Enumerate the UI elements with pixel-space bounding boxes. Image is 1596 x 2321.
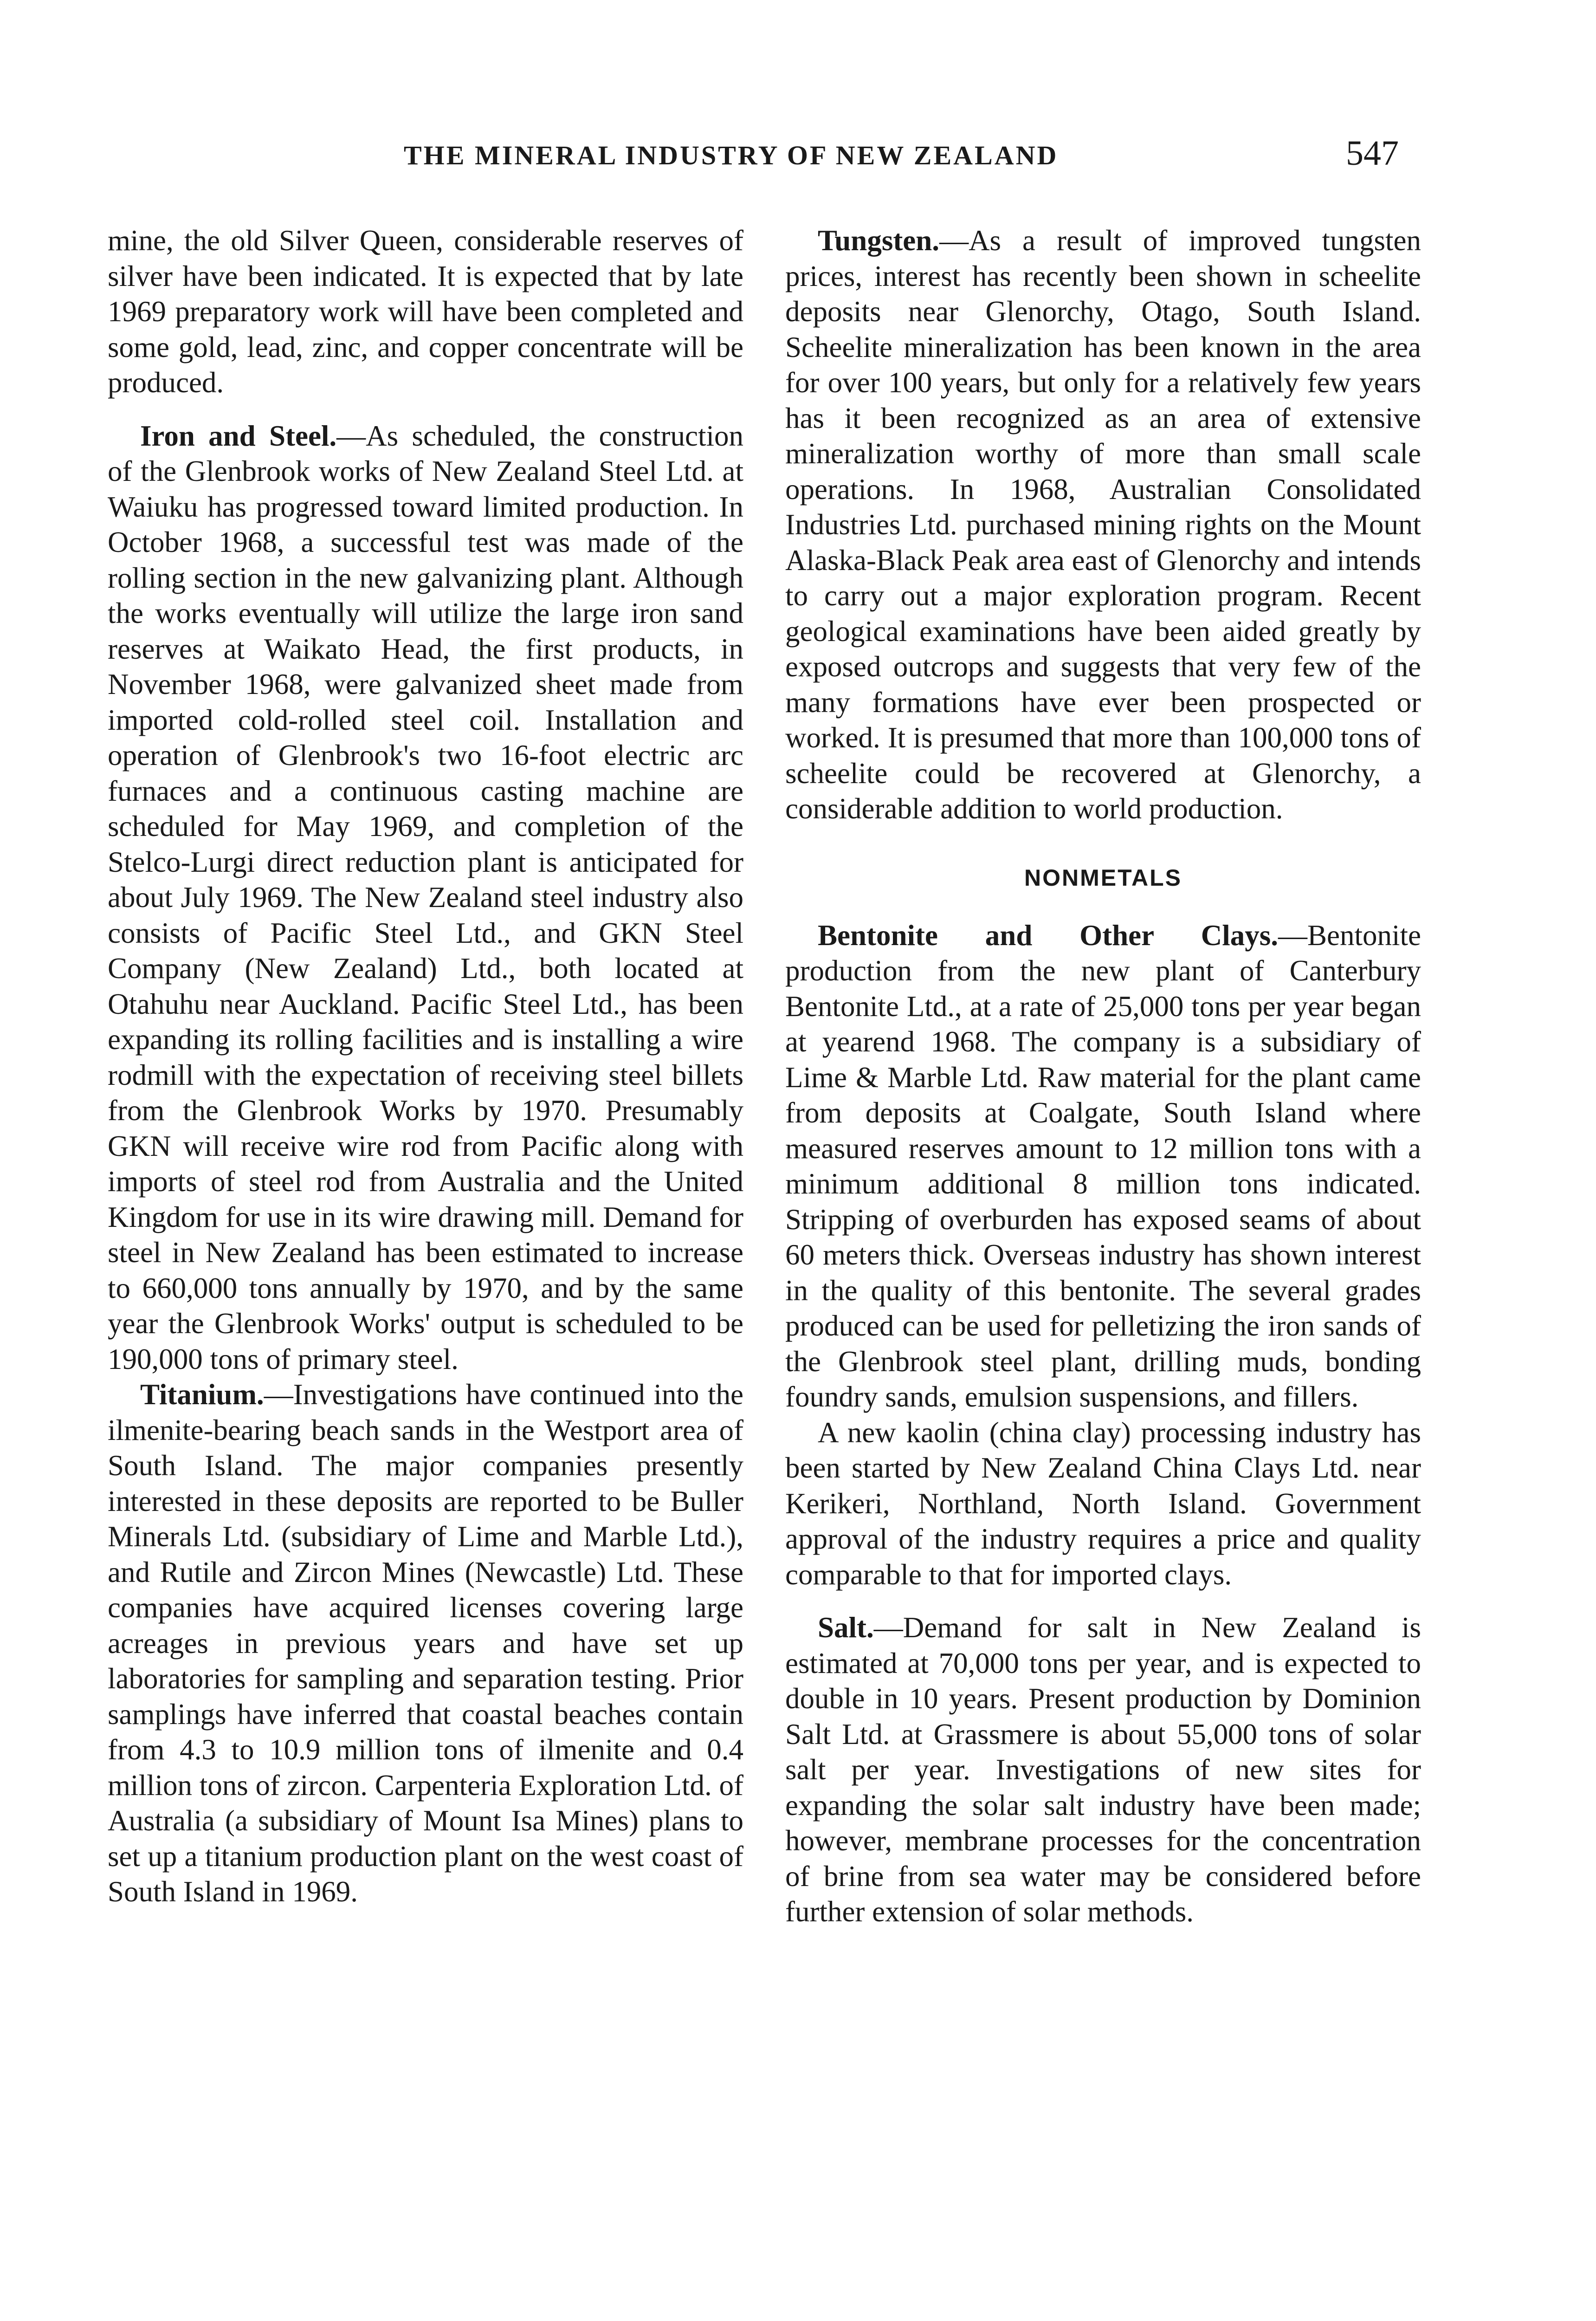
heading-salt: Salt. — [818, 1611, 874, 1644]
heading-iron-and-steel: Iron and Steel. — [140, 419, 337, 452]
heading-titanium: Titanium. — [140, 1378, 264, 1411]
left-column — [108, 223, 743, 1910]
text-bentonite: —Bentonite production from the new plant of Canterbury Bentonite Ltd., at a rate of 25,000 tons per year began at yearend 1968. The company is a subsidiary of Lime & Marble Ltd. Raw material for the plant came from deposits at Coalgate, South Island where measured reserves amount to 12 million tons with a minimum additional 8 million tons indicated. Stripping of overburden has exposed seams of about 60 meters thick. Overseas industry has shown interest in the quality of this bentonite. The several grades produced can be used for pelletizing the iron sands of the Glenbrook steel plant, drilling muds, bonding foundry sands, emulsion suspensions, and fillers. — [785, 919, 1421, 1413]
text-iron-and-steel: —As scheduled, the construction of the Glenbrook works of New Zealand Steel Ltd. at Waiuku has progressed toward limited production. In October 1968, a successful test was made of the rolling section in the new galvanizing plant. Although the works eventually will utilize the large iron sand reserves at Waikato Head, the first products, in November 1968, were galvanized sheet made from imported cold-rolled steel coil. Installation and operation of Glenbrook's two 16-foot electric arc furnaces and a continuous casting machine are scheduled for May 1969, and completion of the Stelco-Lurgi direct reduction plant is anticipated for about July 1969. The New Zealand steel industry also consists of Pacific Steel Ltd., and GKN Steel Company (New Zealand) Ltd., both located at Otahuhu near Auckland. Pacific Steel Ltd., has been expanding its rolling facilities and is installing a wire rodmill with the expectation of receiving steel billets from the Glenbrook Works by 1970. Presumably GKN will receive wire rod from Pacific along with imports of steel rod from Australia and the United Kingdom for use in its wire drawing mill. Demand for steel in New Zealand has been estimated to increase to 660,000 tons annually by 1970, and by the same year the Glenbrook Works' output is scheduled to be 190,000 tons of primary steel. — [108, 419, 743, 1375]
paragraph-tungsten — [785, 223, 1421, 827]
text-tungsten: —As a result of improved tungsten prices, interest has recently been shown in scheelite deposits near Glenorchy, Otago, South Island. Scheelite mineralization has been known in the area for over 100 years, but only for a relatively few years has it been recognized as an area of extensive mineralization worthy of more than small scale operations. In 1968, Australian Consolidated Industries Ltd. purchased mining rights on the Mount Alaska-Black Peak area east of Glenorchy and intends to carry out a major exploration program. Recent geological examinations have been aided greatly by exposed outcrops and suggests that very few of the many formations have ever been prospected or worked. It is presumed that more than 100,000 tons of scheelite could be recovered at Glenorchy, a considerable addition to world production. — [785, 224, 1421, 825]
paragraph-iron-and-steel — [108, 418, 743, 1377]
paragraph-kaolin: A new kaolin (china clay) processing industry has been started by New Zealand China Clays Ltd. near Kerikeri, Northland, North Island. Government approval of the industry requires a price and quality comparable to that for imported clays. — [785, 1416, 1421, 1591]
heading-bentonite: Bentonite and Other Clays. — [818, 919, 1279, 952]
text-titanium: —Investigations have continued into the ilmenite-bearing beach sands in the Westport area of South Island. The major companies presently interested in these deposits are reported to be Buller Minerals Ltd. (subsidiary of Lime and Marble Ltd.), and Rutile and Zircon Mines (Newcastle) Ltd. These companies have acquired licenses covering large acreages in previous years and have set up laboratories for sampling and separation testing. Prior samplings have inferred that coastal beaches contain from 4.3 to 10.9 million tons of ilmenite and 0.4 million tons of zircon. Carpenteria Exploration Ltd. of Australia (a subsidiary of Mount Isa Mines) plans to set up a titanium production plant on the west coast of South Island in 1969. — [108, 1378, 743, 1908]
paragraph-titanium — [108, 1377, 743, 1910]
right-column — [785, 223, 1421, 1930]
paragraph-bentonite — [785, 918, 1421, 1415]
running-title: THE MINERAL INDUSTRY OF NEW ZEALAND — [404, 140, 1059, 170]
paragraph-salt — [785, 1610, 1421, 1930]
text-salt: —Demand for salt in New Zealand is estimated at 70,000 tons per year, and is expected to double in 10 years. Present production by Dominion Salt Ltd. at Grassmere is about 55,000 tons of solar salt per year. Investigations of new sites for expanding the solar salt industry have been made; however, membrane processes for the concentration of brine from sea water may be considered before further extension of solar methods. — [785, 1611, 1421, 1928]
page-number: 547 — [1346, 134, 1399, 173]
paragraph-silver-queen: mine, the old Silver Queen, considerable reserves of silver have been indicated. It is expected that by late 1969 preparatory work will have been completed and some gold, lead, zinc, and copper concentrate will be produced. — [108, 224, 743, 399]
section-heading-nonmetals: NONMETALS — [1024, 864, 1182, 891]
heading-tungsten: Tungsten. — [818, 224, 940, 257]
